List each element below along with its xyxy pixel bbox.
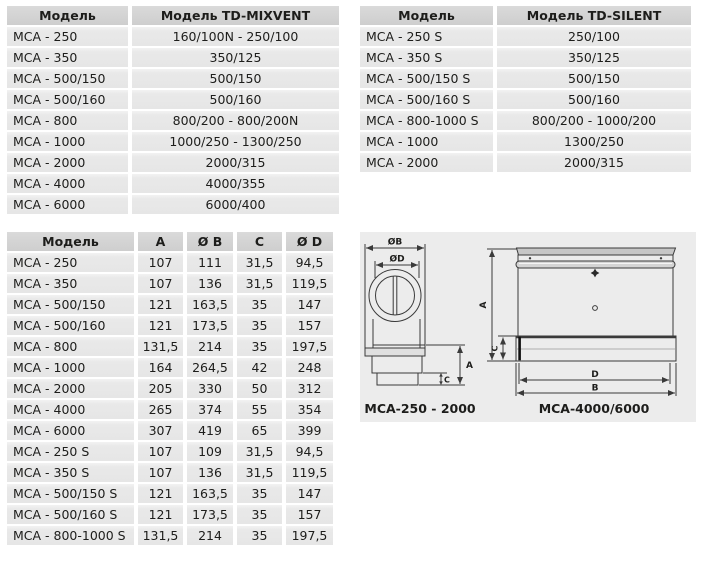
value-cell: 500/150 — [132, 69, 339, 88]
value-cell: 121 — [138, 295, 183, 314]
value-cell: 31,5 — [237, 274, 282, 293]
value-cell: 107 — [138, 442, 183, 461]
table-dimensions — [3, 230, 337, 547]
table-mixvent — [3, 4, 343, 216]
value-cell: 94,5 — [286, 442, 333, 461]
value-cell: 35 — [237, 316, 282, 335]
damper-outer-ring — [369, 270, 421, 322]
dim-label-od: ØD — [389, 254, 405, 265]
value-cell: 131,5 — [138, 526, 183, 545]
value-cell: 163,5 — [187, 295, 233, 314]
model-cell: MCA - 1000 — [7, 132, 128, 151]
model-cell: MCA - 2000 — [360, 153, 493, 172]
value-cell: 800/200 - 800/200N — [132, 111, 339, 130]
table-row — [7, 526, 333, 545]
value-cell: 50 — [237, 379, 282, 398]
model-cell: MCA - 250 — [7, 27, 128, 46]
model-cell: MCA - 800 — [7, 111, 128, 130]
table-row — [360, 48, 691, 67]
value-cell: 119,5 — [286, 463, 333, 482]
table-row — [7, 484, 333, 503]
column-header: Ø D — [286, 232, 333, 251]
model-cell: MCA - 250 S — [360, 27, 493, 46]
table-row — [7, 421, 333, 440]
table-row — [360, 27, 691, 46]
dim-label-a: A — [466, 361, 473, 371]
table-row — [7, 295, 333, 314]
dim-label-ob: ØB — [387, 237, 403, 248]
model-cell: MCA - 6000 — [7, 195, 128, 214]
value-cell: 121 — [138, 505, 183, 524]
table-row — [7, 90, 339, 109]
table-row — [360, 153, 691, 172]
value-cell: 312 — [286, 379, 333, 398]
value-cell: 2000/315 — [132, 153, 339, 172]
value-cell: 264,5 — [187, 358, 233, 377]
value-cell: 119,5 — [286, 274, 333, 293]
caption-right-view: MCA-4000/6000 — [538, 401, 650, 416]
dim-ext-line — [419, 345, 465, 385]
value-cell: 163,5 — [187, 484, 233, 503]
model-cell: MCA - 1000 — [360, 132, 493, 151]
value-cell: 214 — [187, 526, 233, 545]
column-header: A — [138, 232, 183, 251]
value-cell: 55 — [237, 400, 282, 419]
damper-inner-ring — [376, 276, 415, 315]
value-cell: 350/125 — [132, 48, 339, 67]
dimension-diagram-panel — [360, 232, 696, 422]
column-header: C — [237, 232, 282, 251]
table-row — [7, 174, 339, 193]
table-row — [7, 358, 333, 377]
value-cell: 265 — [138, 400, 183, 419]
model-cell: MCA - 500/150 S — [7, 484, 134, 503]
value-cell: 250/100 — [497, 27, 691, 46]
model-cell: MCA - 500/150 — [7, 69, 128, 88]
value-cell: 330 — [187, 379, 233, 398]
model-cell: MCA - 4000 — [7, 174, 128, 193]
damper-neck — [373, 319, 425, 348]
model-cell: MCA - 350 S — [7, 463, 134, 482]
value-cell: 1300/250 — [497, 132, 691, 151]
dim-label-b: B — [591, 383, 599, 394]
value-cell: 350/125 — [497, 48, 691, 67]
rivet-dot — [660, 257, 662, 259]
caption-left-view: MCA-250 - 2000 — [364, 401, 476, 416]
model-cell: MCA - 350 — [7, 274, 134, 293]
header-row — [7, 6, 339, 25]
value-cell: 419 — [187, 421, 233, 440]
table-row — [7, 132, 339, 151]
table-row — [7, 463, 333, 482]
hole-mark — [593, 306, 598, 311]
value-cell: 157 — [286, 505, 333, 524]
value-cell: 121 — [138, 484, 183, 503]
value-cell: 35 — [237, 484, 282, 503]
model-cell: MCA - 800-1000 S — [360, 111, 493, 130]
value-cell: 121 — [138, 316, 183, 335]
value-cell: 160/100N - 250/100 — [132, 27, 339, 46]
table-row — [7, 195, 339, 214]
value-cell: 197,5 — [286, 526, 333, 545]
damper-front-view — [365, 244, 465, 385]
value-cell: 2000/315 — [497, 153, 691, 172]
column-header: Модель TD-SILENT — [497, 6, 691, 25]
duct-band-seal — [518, 337, 521, 361]
damper-spigot — [377, 373, 418, 385]
model-cell: MCA - 350 — [7, 48, 128, 67]
value-cell: 136 — [187, 463, 233, 482]
table-silent — [356, 4, 695, 174]
model-cell: MCA - 6000 — [7, 421, 134, 440]
value-cell: 109 — [187, 442, 233, 461]
value-cell: 107 — [138, 253, 183, 272]
value-cell: 248 — [286, 358, 333, 377]
rivet-dot — [529, 257, 531, 259]
value-cell: 31,5 — [237, 253, 282, 272]
header-row — [360, 6, 691, 25]
table-row — [7, 253, 333, 272]
value-cell: 65 — [237, 421, 282, 440]
value-cell: 214 — [187, 337, 233, 356]
value-cell: 1000/250 - 1300/250 — [132, 132, 339, 151]
value-cell: 147 — [286, 484, 333, 503]
model-cell: MCA - 350 S — [360, 48, 493, 67]
value-cell: 157 — [286, 316, 333, 335]
table-row — [7, 153, 339, 172]
value-cell: 111 — [187, 253, 233, 272]
value-cell: 500/150 — [497, 69, 691, 88]
column-header: Модель TD-MIXVENT — [132, 6, 339, 25]
value-cell: 800/200 - 1000/200 — [497, 111, 691, 130]
damper-flange — [365, 348, 425, 356]
value-cell: 307 — [138, 421, 183, 440]
value-cell: 164 — [138, 358, 183, 377]
value-cell: 94,5 — [286, 253, 333, 272]
model-cell: MCA - 1000 — [7, 358, 134, 377]
table-row — [360, 69, 691, 88]
dim-label-a: A — [479, 301, 489, 309]
bolt-mark — [591, 269, 600, 278]
duct-side-view — [487, 248, 676, 396]
value-cell: 399 — [286, 421, 333, 440]
value-cell: 31,5 — [237, 442, 282, 461]
header-row — [7, 232, 333, 251]
model-cell: MCA - 2000 — [7, 153, 128, 172]
table-row — [7, 48, 339, 67]
table-row — [7, 27, 339, 46]
value-cell: 173,5 — [187, 505, 233, 524]
table-row — [360, 132, 691, 151]
table-row — [7, 111, 339, 130]
value-cell: 173,5 — [187, 316, 233, 335]
value-cell: 136 — [187, 274, 233, 293]
value-cell: 4000/355 — [132, 174, 339, 193]
model-cell: MCA - 500/150 — [7, 295, 134, 314]
dim-label-c: C — [444, 375, 450, 385]
table-row — [7, 316, 333, 335]
value-cell: 354 — [286, 400, 333, 419]
value-cell: 35 — [237, 526, 282, 545]
column-header: Модель — [7, 232, 134, 251]
table-row — [7, 274, 333, 293]
table-row — [7, 69, 339, 88]
model-cell: MCA - 4000 — [7, 400, 134, 419]
model-cell: MCA - 250 S — [7, 442, 134, 461]
value-cell: 131,5 — [138, 337, 183, 356]
value-cell: 197,5 — [286, 337, 333, 356]
duct-bead — [516, 261, 675, 268]
model-cell: MCA - 800-1000 S — [7, 526, 134, 545]
value-cell: 374 — [187, 400, 233, 419]
value-cell: 500/160 — [497, 90, 691, 109]
duct-band — [516, 336, 676, 361]
value-cell: 35 — [237, 505, 282, 524]
value-cell: 35 — [237, 295, 282, 314]
table-row — [7, 337, 333, 356]
table-row — [360, 111, 691, 130]
damper-body — [372, 356, 422, 373]
column-header: Модель — [360, 6, 493, 25]
table-row — [7, 505, 333, 524]
value-cell: 31,5 — [237, 463, 282, 482]
table-row — [7, 442, 333, 461]
value-cell: 205 — [138, 379, 183, 398]
model-cell: MCA - 500/160 — [7, 316, 134, 335]
table-row — [360, 90, 691, 109]
model-cell: MCA - 500/160 S — [7, 505, 134, 524]
table-row — [7, 379, 333, 398]
duct-flange — [517, 248, 676, 255]
dim-label-c: C — [490, 345, 500, 352]
dim-label-d: D — [591, 370, 599, 380]
model-cell: MCA - 2000 — [7, 379, 134, 398]
table-row — [7, 400, 333, 419]
model-cell: MCA - 500/160 S — [360, 90, 493, 109]
column-header: Модель — [7, 6, 128, 25]
column-header: Ø B — [187, 232, 233, 251]
value-cell: 500/160 — [132, 90, 339, 109]
value-cell: 42 — [237, 358, 282, 377]
value-cell: 107 — [138, 274, 183, 293]
value-cell: 107 — [138, 463, 183, 482]
value-cell: 147 — [286, 295, 333, 314]
model-cell: MCA - 500/160 — [7, 90, 128, 109]
model-cell: MCA - 250 — [7, 253, 134, 272]
model-cell: MCA - 800 — [7, 337, 134, 356]
model-cell: MCA - 500/150 S — [360, 69, 493, 88]
dimension-diagram — [360, 232, 696, 422]
value-cell: 6000/400 — [132, 195, 339, 214]
value-cell: 35 — [237, 337, 282, 356]
damper-blade — [393, 277, 397, 315]
